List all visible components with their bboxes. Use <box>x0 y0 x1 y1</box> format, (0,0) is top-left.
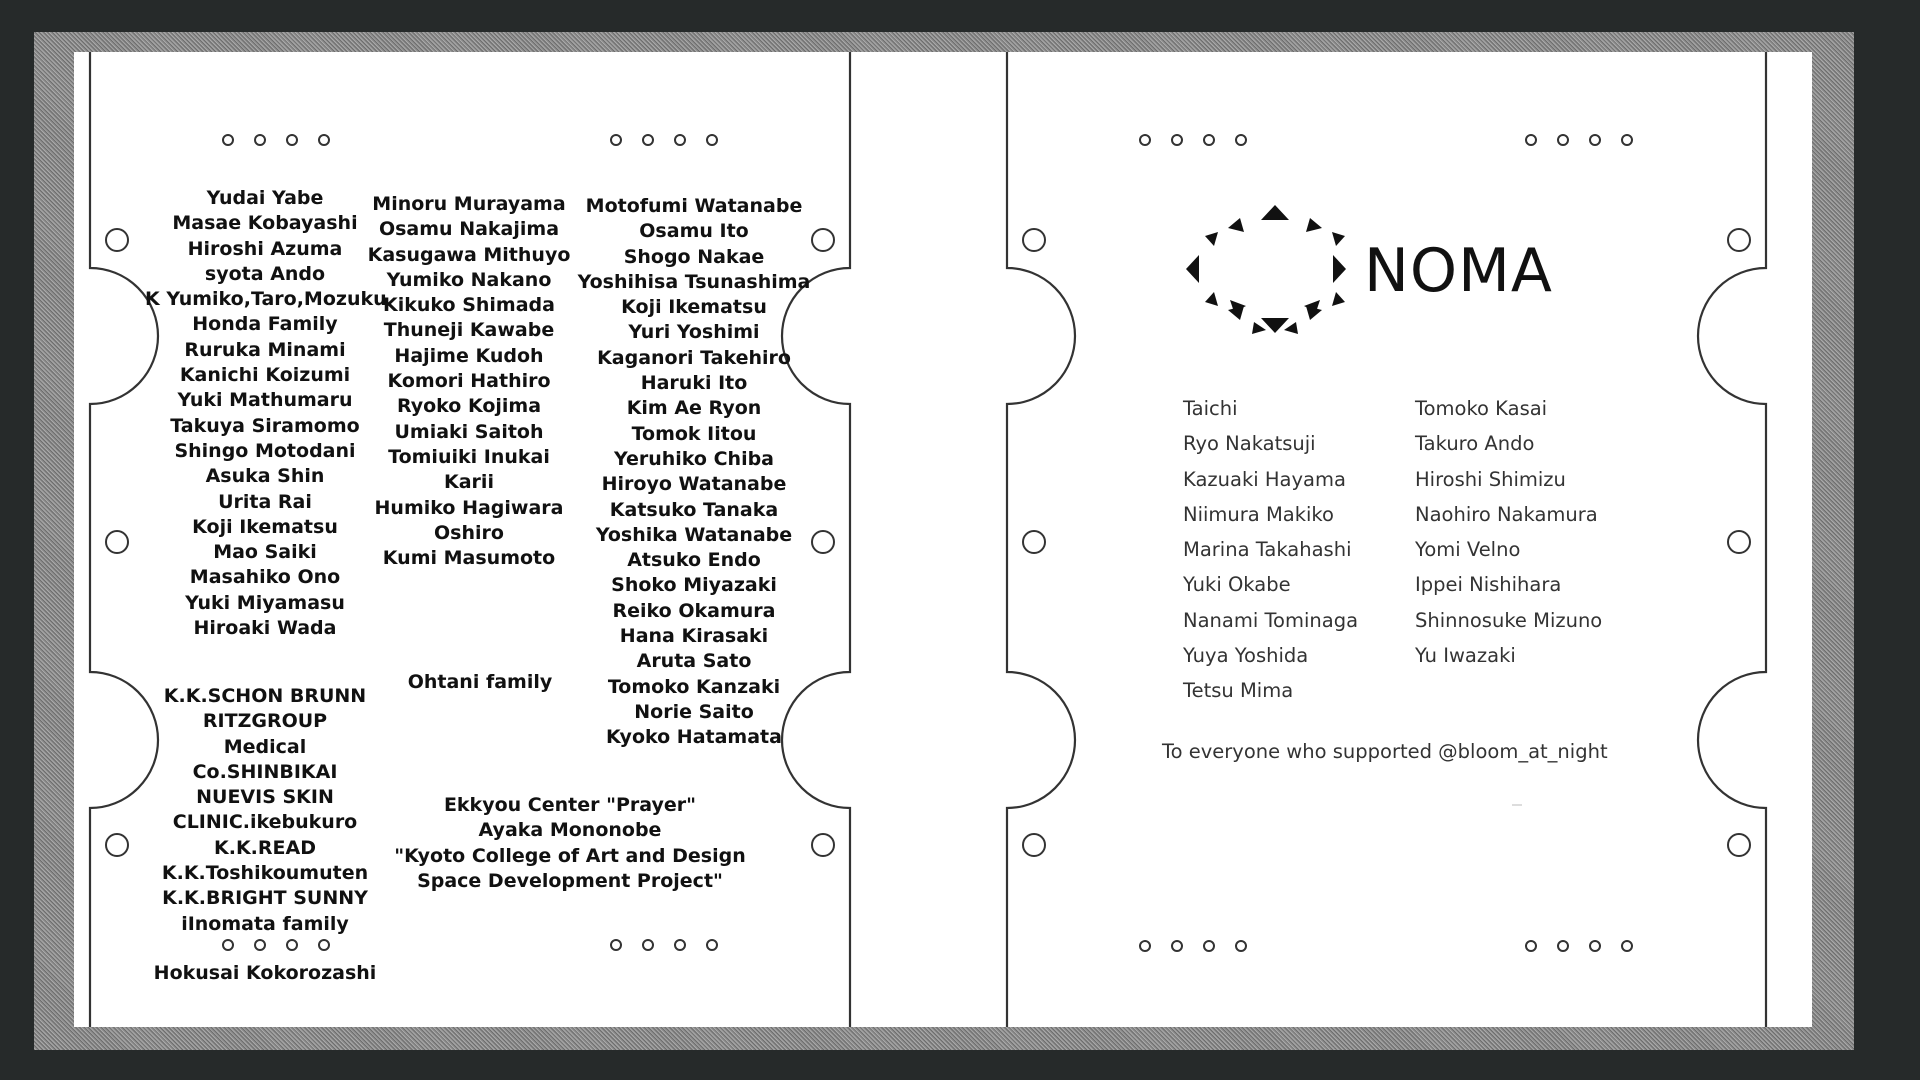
name-item: Osamu Ito <box>639 220 749 243</box>
name-item: Minoru Murayama <box>372 193 566 215</box>
name-item: syota Ando <box>204 262 326 285</box>
name-item: Yoshika Watanabe <box>595 523 793 546</box>
name-item: Hiroshi Azuma <box>187 237 343 260</box>
name-item: Hana Kirasaki <box>619 625 769 648</box>
company-item: K.K.BRIGHT SUNNY <box>162 887 368 910</box>
name-item: Ruruka Minami <box>184 338 346 361</box>
team-names-right <box>1415 391 1602 673</box>
name-item: K Yumiko,Taro,Mozuku <box>145 288 387 311</box>
name-item: Shingo Motodani <box>174 439 356 462</box>
name-item: Kumi Masumoto <box>382 547 556 570</box>
name-item: Tomoko Kanzaki <box>607 675 781 698</box>
team-name: Yu Iwazaki <box>1415 644 1516 668</box>
name-item: Koji Ikematsu <box>192 515 338 538</box>
name-item: Yudai Yabe <box>206 187 324 209</box>
team-name: Hiroshi Shimizu <box>1415 467 1566 491</box>
team-name: Niimura Makiko <box>1183 502 1334 526</box>
team-name: Yomi Velno <box>1415 538 1521 562</box>
name-item: Yoshihisa Tsunashima <box>577 270 811 293</box>
company-item: CLINIC.ikebukuro <box>172 811 358 834</box>
company-item: K.K.READ <box>214 836 316 859</box>
company-item: RITZGROUP <box>202 710 328 733</box>
company-item: Medical <box>223 735 307 758</box>
name-item: Atsuko Endo <box>627 549 761 572</box>
name-item: Tomok Iitou <box>631 422 757 445</box>
special-thanks-block <box>390 793 750 894</box>
name-item: Hajime Kudoh <box>394 344 544 367</box>
name-item: Masahiko Ono <box>189 566 341 589</box>
name-item: Yuki Miyamasu <box>185 591 345 614</box>
name-item: Urita Rai <box>218 490 312 513</box>
company-item: NUEVIS SKIN <box>196 786 334 809</box>
name-item: Shogo Nakae <box>623 245 765 268</box>
name-item: Hiroaki Wada <box>193 617 337 640</box>
name-item: Honda Family <box>192 313 338 336</box>
name-item: Haruki Ito <box>640 372 748 395</box>
name-item: Kikuko Shimada <box>383 294 555 317</box>
companies-list <box>150 684 380 937</box>
name-item: Hiroyo Watanabe <box>601 473 787 496</box>
name-item: Motofumi Watanabe <box>585 195 803 217</box>
thanks-line: Ayaka Mononobe <box>478 819 662 842</box>
thanks-line: Ekkyou Center "Prayer" <box>443 794 697 816</box>
company-item: K.K.SCHON BRUNN <box>163 685 367 707</box>
name-item: Kanichi Koizumi <box>179 364 351 387</box>
name-item: Yeruhiko Chiba <box>613 447 775 470</box>
team-name: Yuya Yoshida <box>1183 644 1309 668</box>
team-name: Ryo Nakatsuji <box>1183 432 1316 456</box>
name-item: Takuya Siramomo <box>170 414 360 437</box>
name-item: Komori Hathiro <box>387 370 551 393</box>
team-name: Marina Takahashi <box>1183 538 1352 562</box>
team-name: Naohiro Nakamura <box>1415 502 1598 526</box>
name-item: Asuka Shin <box>205 465 325 488</box>
name-item: Oshiro <box>434 521 504 544</box>
name-item: Kasugawa Mithuyo <box>367 243 571 266</box>
name-item: Reiko Okamura <box>612 599 776 622</box>
name-item: Yumiko Nakano <box>386 268 552 291</box>
name-item: Yuri Yoshimi <box>628 321 760 344</box>
team-name: Tetsu Mima <box>1183 679 1294 703</box>
name-item: Umiaki Saitoh <box>394 420 544 443</box>
supporters-column-1 <box>145 186 385 641</box>
name-item: Thuneji Kawabe <box>383 319 555 342</box>
team-name: Taichi <box>1183 397 1238 420</box>
team-names-left <box>1183 391 1358 709</box>
team-name: Takuro Ando <box>1415 432 1535 456</box>
name-item: Kyoko Hatamata <box>606 726 782 749</box>
company-item: iInomata family <box>181 912 349 935</box>
team-name: Ippei Nishihara <box>1415 573 1562 597</box>
team-name: Kazuaki Hayama <box>1183 467 1346 491</box>
name-item: Masae Kobayashi <box>172 212 358 235</box>
name-item: Kim Ae Ryon <box>626 397 762 420</box>
name-item: Mao Saiki <box>213 541 317 564</box>
thanks-line: "Kyoto College of Art and Design <box>394 844 746 867</box>
name-item: Osamu Nakajima <box>378 218 560 241</box>
name-item: Aruta Sato <box>636 650 752 673</box>
name-item: Shoko Miyazaki <box>611 574 777 597</box>
name-item: Koji Ikematsu <box>621 296 767 319</box>
name-item: Norie Saito <box>634 700 754 723</box>
thanks-line: Space Development Project" <box>417 869 723 892</box>
company-item: Co.SHINBIKAI <box>192 760 338 783</box>
team-name: Tomoko Kasai <box>1415 397 1548 420</box>
name-item: Yuki Mathumaru <box>177 389 353 412</box>
name-item: Kaganori Takehiro <box>597 346 791 369</box>
team-name: Shinnosuke Mizuno <box>1415 608 1603 632</box>
name-item: Karii <box>444 471 494 494</box>
company-item: K.K.Toshikoumuten <box>161 862 369 885</box>
name-item: Hokusai Kokorozashi <box>153 962 377 984</box>
divider <box>1512 804 1522 806</box>
name-item: Humiko Hagiwara <box>374 496 564 519</box>
name-item: Katsuko Tanaka <box>609 498 779 521</box>
name-item: Ohtani family <box>407 671 553 693</box>
team-name: Nanami Tominaga <box>1183 608 1359 632</box>
name-item: Tomiuiki Inukai <box>388 445 550 468</box>
name-item: Ryoko Kojima <box>396 395 542 418</box>
team-name: Yuki Okabe <box>1183 573 1291 597</box>
supporters-column-2 <box>360 192 578 571</box>
noma-logo-text: NOMA <box>1364 236 1553 306</box>
support-message: To everyone who supported @bloom_at_night <box>1162 740 1608 763</box>
supporters-column-3 <box>574 194 814 751</box>
